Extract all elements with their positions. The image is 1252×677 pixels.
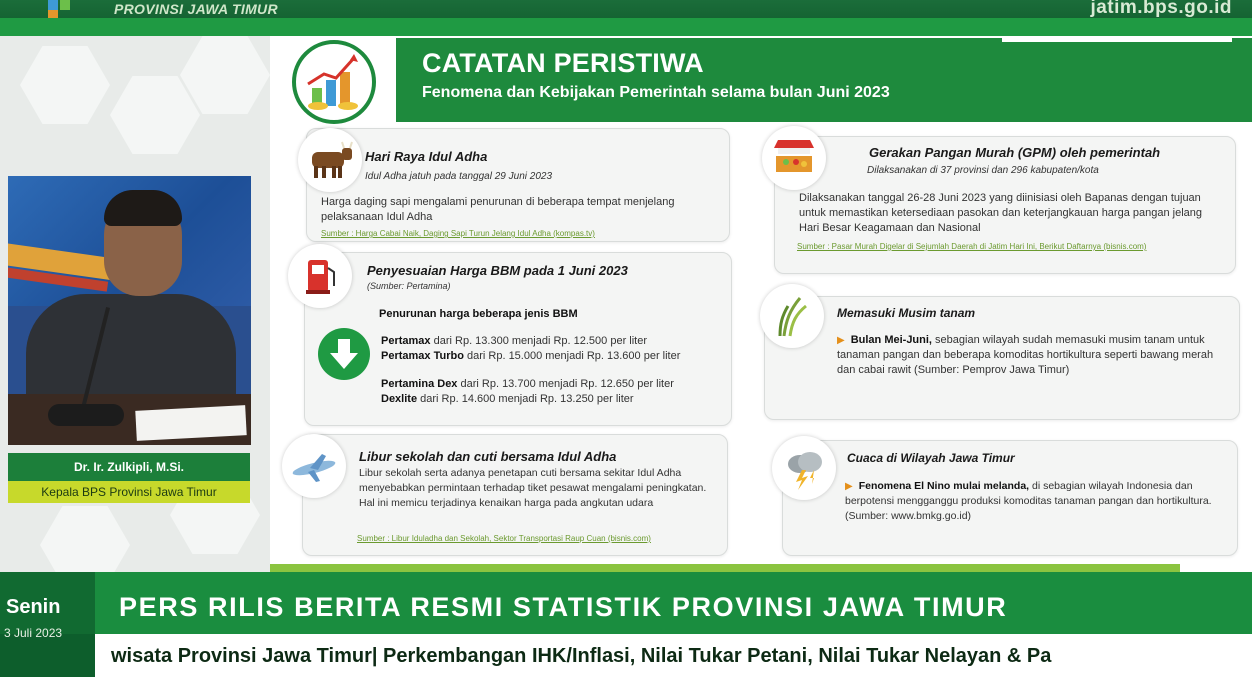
event-card-bbm [304,252,732,426]
speaker-role: Kepala BPS Provinsi Jawa Timur [8,481,250,503]
hex-pattern [110,76,200,154]
hex-pattern [20,46,110,124]
bbm-item-name: Pertamina Dex [381,378,458,390]
bbm-item [381,334,726,349]
bbm-item [381,377,726,392]
bps-logo-icon [46,0,94,20]
event-card-idul-adha [306,128,730,242]
bbm-item [381,392,726,407]
card-subtitle: Dilaksanakan di 37 provinsi dan 296 kabupaten/kota [867,165,1099,176]
bullet-icon: ▶ [837,335,845,346]
card-title: Cuaca di Wilayah Jawa Timur [847,451,1015,465]
bbm-item-text: dari Rp. 14.600 menjadi Rp. 13.250 per liter [417,393,634,405]
slide-title: CATATAN PERISTIWA [422,48,704,78]
province-label: PROVINSI JAWA TIMUR [114,1,278,17]
headline-text: PERS RILIS BERITA RESMI STATISTIK PROVINSI JAWA TIMUR [119,592,1008,622]
event-card-cuaca [782,440,1238,556]
bbm-item-text: dari Rp. 13.700 menjadi Rp. 12.650 per liter [457,378,674,390]
card-title: Gerakan Pangan Murah (GPM) oleh pemerintah [869,145,1161,160]
speaker-video [8,176,251,445]
bullet-icon: ▶ [845,481,853,492]
headline-bar [95,572,1252,634]
site-url: jatim.bps.go.id [1090,0,1232,18]
slide-subtitle: Fenomena dan Kebijakan Pemerintah selama bulan Juni 2023 [422,84,890,101]
rice-plant-icon [760,284,824,348]
bbm-heading: Penurunan harga beberapa jenis BBM [379,308,578,320]
date-label: 3 Juli 2023 [4,626,63,640]
news-ticker [95,634,1252,677]
market-stall-icon [762,126,826,190]
slide-bottom-rule [270,564,1180,572]
card-source-link[interactable]: Sumber : Harga Cabai Naik, Daging Sapi Turun Jelang Idul Adha (kompas.tv) [321,229,595,238]
top-bar [0,0,1252,36]
card-title: Hari Raya Idul Adha [365,149,488,164]
speaker-namecard [8,453,250,503]
card-body: Libur sekolah serta adanya penetapan cuti bersama sekitar Idul Adha menyebabkan permintaan terhadap tiket pesawat mengalami peningkatan. Hal ini memicu terjadinya kenaikan harga pada angkutan udara [359,467,707,509]
card-body [845,479,1225,524]
card-body [837,333,1225,378]
hex-pattern [40,506,130,572]
top-green-strip [0,18,1252,36]
card-title: Memasuki Musim tanam [837,306,976,320]
bbm-item-name: Pertamax Turbo [381,350,464,362]
event-card-gpm [774,136,1236,274]
card-source-link[interactable]: Sumber : Libur Iduladha dan Sekolah, Sektor Transportasi Raup Cuan (bisnis.com) [357,534,651,543]
bbm-item-text: dari Rp. 13.300 menjadi Rp. 12.500 per liter [430,335,648,347]
slide-header [396,38,1252,122]
card-title: Penyesuaian Harga BBM pada 1 Juni 2023 [367,263,628,278]
event-card-musim-tanam [764,296,1240,420]
bbm-item-name: Dexlite [381,393,418,405]
header-rule [1002,38,1232,42]
card-subtitle: Idul Adha jatuh pada tanggal 29 Juni 2023 [365,171,553,182]
day-label: Senin [6,596,61,618]
speaker-hair [104,190,182,226]
paper-sheet [135,405,246,441]
bbm-item-text: dari Rp. 15.000 menjadi Rp. 13.600 per liter [463,350,681,362]
down-arrow-icon [317,327,371,381]
bbm-item-name: Pertamax [381,335,431,347]
card-body: Harga daging sapi mengalami penurunan di beberapa tempat menjelang pelaksanaan Idul Adha [321,196,675,223]
fuel-pump-icon [288,244,352,308]
card-body-bold: Fenomena El Nino mulai melanda, [858,480,1030,492]
speaker-name: Dr. Ir. Zulkipli, M.Si. [8,453,250,481]
date-box [0,572,95,640]
presentation-slide [270,36,1252,572]
card-subtitle: (Sumber: Pertamina) [367,281,451,291]
hex-pattern [180,36,270,114]
card-body-text: sebagian wilayah sudah memasuki musim tanam untuk tanaman pangan dan beberapa komoditas hortikultura seperti bawang merah dan cabai rawit (Sumber: Pemprov Jawa Timur) [837,334,1214,376]
card-title: Libur sekolah dan cuti bersama Idul Adha [359,449,617,464]
card-body-bold: Bulan Mei-Juni, [850,334,932,346]
bottom-lower-third [0,572,1252,677]
microphone-base [48,404,124,426]
storm-cloud-icon [772,436,836,500]
ticker-text: wisata Provinsi Jawa Timur| Perkembangan IHK/Inflasi, Nilai Tukar Petani, Nilai Tukar Nelayan & Pa [111,645,1052,667]
airplane-icon [282,434,346,498]
event-card-libur-sekolah [302,434,728,556]
card-body: Dilaksanakan tanggal 26-28 Juni 2023 yang diinisiasi oleh Bapanas dengan tujuan untuk memastikan ketersediaan pasokan dan keterjangkauan harga pangan jelang Hari Besar Keagamaan dan Nasional [799,192,1203,234]
cow-icon [298,128,362,192]
bbm-item [381,349,726,364]
card-source-link[interactable]: Sumber : Pasar Murah Digelar di Sejumlah Daerah di Jatim Hari Ini, Berikut Daftarnya (bisnis.com) [797,242,1147,251]
chart-coins-icon [292,40,376,124]
card-body-text: di sebagian wilayah Indonesia dan berpotensi mengganggu produksi komoditas tanaman pangan dan hortikultura. (Sumber: www.bmkg.go.id) [845,480,1212,522]
